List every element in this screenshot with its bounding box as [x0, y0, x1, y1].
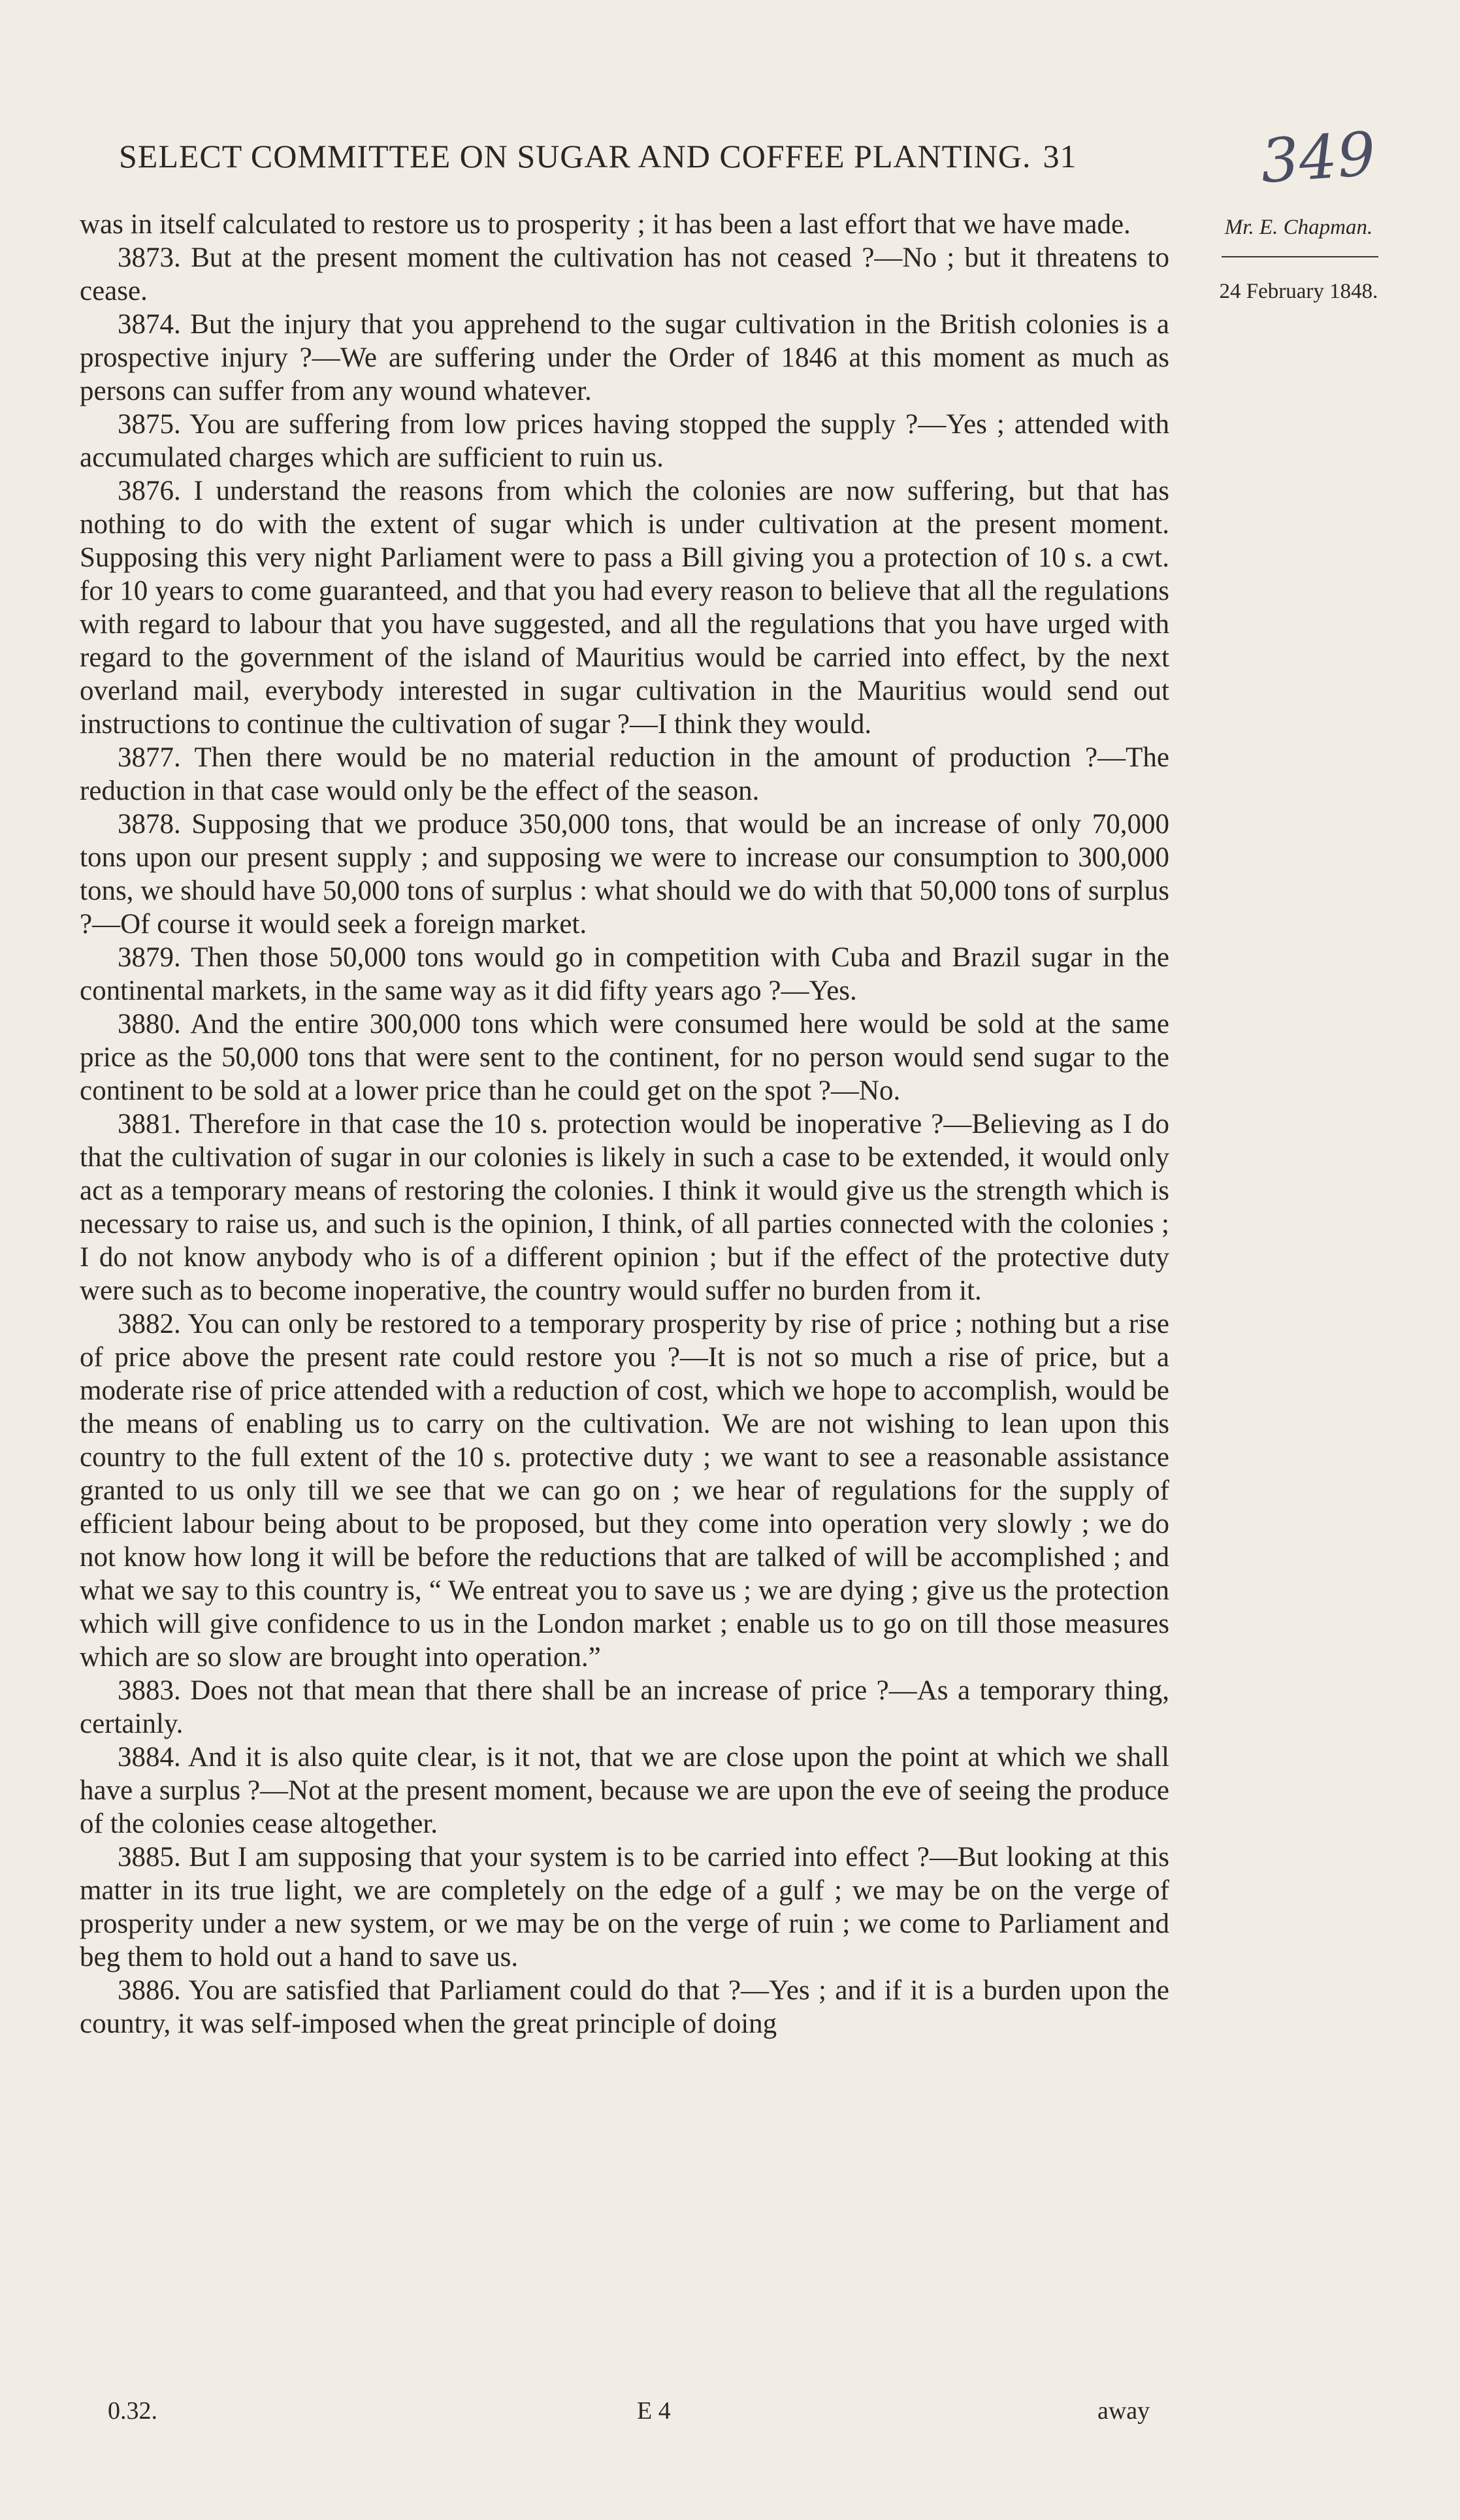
footer-signature-mark: E 4	[637, 2397, 671, 2425]
paragraph-3879: 3879. Then those 50,000 tons would go in competition with Cuba and Brazil sugar in the continental markets, in the same way as it did fifty years ago ?—Yes.	[80, 942, 1169, 1006]
paragraph-3873: 3873. But at the present moment the cultivation has not ceased ?—No ; but it threatens to cease.	[80, 242, 1169, 306]
body-text	[80, 208, 1169, 2040]
handwritten-folio-number: 349	[1258, 119, 1378, 197]
paragraph-3878: 3878. Supposing that we produce 350,000 tons, that would be an increase of only 70,000 tons upon our present supply ; and supposing we were to increase our consumption to 300,000 tons, we should have 50,000 tons of surplus : what should we do with that 50,000 tons of surplus ?—Of course it would seek a foreign market.	[80, 809, 1169, 940]
paragraph-3884: 3884. And it is also quite clear, is it not, that we are close upon the point at which we shall have a surplus ?—Not at the present moment, because we are upon the eve of seeing the produce of the colonies cease altogether.	[80, 1742, 1169, 1839]
paragraph-continuation: was in itself calculated to restore us to prosperity ; it has been a last effort that we have made.	[80, 209, 1131, 240]
margin-witness-name: Mr. E. Chapman.	[1224, 216, 1373, 239]
paragraph-3877: 3877. Then there would be no material reduction in the amount of production ?—The reduction in that case would only be the effect of the season.	[80, 742, 1169, 806]
margin-date: 24 February 1848.	[1219, 280, 1378, 303]
paragraph-3886: 3886. You are satisfied that Parliament could do that ?—Yes ; and if it is a burden upon the country, it was self-imposed when the great principle of doing	[80, 1975, 1169, 2039]
paragraph-3885: 3885. But I am supposing that your system is to be carried into effect ?—But looking at this matter in its true light, we are completely on the edge of a gulf ; we may be on the verge of prosperity under a new system, or we may be on the verge of ruin ; we come to Parliament and beg them to hold out a hand to save us.	[80, 1842, 1169, 1972]
paragraph-3883: 3883. Does not that mean that there shall be an increase of price ?—As a temporary thing, certainly.	[80, 1675, 1169, 1739]
margin-rule	[1222, 256, 1378, 257]
header-page-number: 31	[1043, 138, 1077, 174]
paragraph-3876: 3876. I understand the reasons from which the colonies are now suffering, but that has nothing to do with the extent of sugar which is under cultivation at the present moment. Supposing this very night Parliament were to pass a Bill giving you a protection of 10 s. a cwt. for 10 years to come guaranteed, and that you had every reason to believe that all the regulations with regard to labour that you have suggested, and all the regulations that you have urged with regard to the government of the island of Mauritius would be carried into effect, by the next overland mail, everybody interested in sugar cultivation in the Mauritius would send out instructions to continue the cultivation of sugar ?—I think they would.	[80, 476, 1169, 740]
paragraph-3875: 3875. You are suffering from low prices having stopped the supply ?—Yes ; attended with accumulated charges which are sufficient to ruin us.	[80, 409, 1169, 473]
paragraph-3882: 3882. You can only be restored to a temporary prosperity by rise of price ; nothing but a rise of price above the present rate could restore you ?—It is not so much a rise of price, but a moderate rise of price attended with a reduction of cost, which we hope to accomplish, would be the means of enabling us to carry on the cultivation. We are not wishing to lean upon this country to the full extent of the 10 s. protective duty ; we want to see a reasonable assistance granted to us only till we see that we can go on ; we hear of regulations for the supply of efficient labour being about to be proposed, but they come into operation very slowly ; we do not know how long it will be before the reductions that are talked of will be accomplished ; and what we say to this country is, “ We entreat you to save us ; we are dying ; give us the protection which will give confidence to us in the London market ; enable us to go on till those measures which are so slow are brought into operation.”	[80, 1309, 1169, 1673]
footer-paper-number: 0.32.	[108, 2397, 157, 2425]
running-header	[119, 137, 1177, 175]
paragraph-3881: 3881. Therefore in that case the 10 s. protection would be inoperative ?—Believing as I do that the cultivation of sugar in our colonies is likely in such a case to be extended, it would only act as a temporary means of restoring the colonies. I think it would give us the strength which is necessary to raise us, and such is the opinion, I think, of all parties connected with the colonies ; I do not know anybody who is of a different opinion ; but if the effect of the protective duty were such as to become inoperative, the country would suffer no burden from it.	[80, 1109, 1169, 1306]
header-title: SELECT COMMITTEE ON SUGAR AND COFFEE PLANTING.	[119, 138, 1031, 174]
footer-catchword: away	[1097, 2397, 1150, 2425]
paragraph-3880: 3880. And the entire 300,000 tons which were consumed here would be sold at the same price as the 50,000 tons that were sent to the continent, for no person would send sugar to the continent to be sold at a lower price than he could get on the spot ?—No.	[80, 1009, 1169, 1106]
paragraph-3874: 3874. But the injury that you apprehend to the sugar cultivation in the British colonies is a prospective injury ?—We are suffering under the Order of 1846 at this moment as much as persons can suffer from any wound whatever.	[80, 309, 1169, 406]
